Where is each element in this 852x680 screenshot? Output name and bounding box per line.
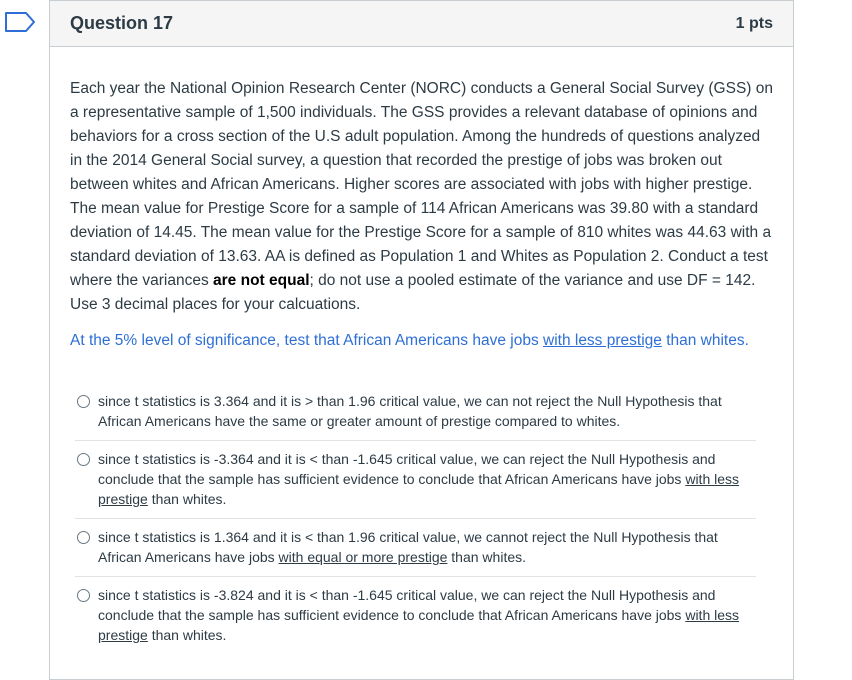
question-card [49,0,794,680]
answer-option-4[interactable] [75,576,756,654]
question-body [50,47,793,654]
answer-text-part-2: than whites. [447,549,527,565]
radio-button[interactable] [77,453,90,466]
answer-text-part-2: than whites. [147,627,227,643]
answer-text-underlined: with less prestige [98,471,740,507]
question-text-bold: are not equal [213,272,310,289]
answer-text[interactable] [98,391,756,431]
question-title: Question 17 [70,13,174,33]
answer-option-2[interactable] [75,440,756,518]
question-text-part-1: Each year the National Opinion Research Center (NORC) conducts a General Social Survey (GSS) on a representative sample of 1,500 individuals. The GSS provides a relevant database of opinions and behaviors for a cross section of the U.S adult population. Among the hundreds of questions analyzed in the 2014 General Social survey, a question that recorded the prestige of jobs was broken out between whites and African Americans. Higher scores are associated with jobs with higher prestige. The mean value for Prestige Score for a sample of 114 African Americans was 39.80 with a standard deviation of 14.45. The mean value for the Prestige Score for a sample of 810 whites was 44.63 with a standard deviation of 13.63. AA is defined as Population 1 and Whites as Population 2. Conduct a test where the variances [70,80,773,289]
answer-text-part-1: since t statistics is -3.824 and it is < than -1.645 critical value, we can reject the Null Hypothesis and conclude that the sample has sufficient evidence to conclude that African Americans have jobs [98,587,716,623]
answer-text-part-1: since t statistics is 1.364 and it is < than 1.96 critical value, we cannot reject the Null Hypothesis that African Americans have jobs [98,529,718,565]
answer-option-1[interactable] [75,383,756,440]
answer-text-underlined: with less prestige [98,607,740,643]
answer-text-part-1: since t statistics is -3.364 and it is < than -1.645 critical value, we can reject the Null Hypothesis and conclude that the sample has sufficient evidence to conclude that African Americans have jobs [98,451,716,487]
flag-bookmark-icon[interactable] [4,11,36,33]
question-points: 1 pts [735,14,773,32]
answer-text-underlined: with equal or more prestige [278,549,448,565]
question-text [70,77,773,317]
answer-text-part-2: than whites. [147,491,227,507]
radio-button[interactable] [77,589,90,602]
answer-option-3[interactable] [75,518,756,576]
question-prompt-part-1: At the 5% level of significance, test that African Americans have jobs [70,332,543,349]
question-prompt-underlined: with less prestige [543,332,662,349]
question-prompt [70,329,773,353]
answer-text[interactable] [98,527,756,567]
answer-text[interactable] [98,585,756,645]
radio-button[interactable] [77,531,90,544]
question-header [50,1,793,47]
answer-text-part-1: since t statistics is 3.364 and it is > than 1.96 critical value, we can not reject the Null Hypothesis that African Americans have the same or greater amount of prestige compared to whites. [98,393,722,429]
question-text-part-2: ; do not use a pooled estimate of the variance and use DF = 142. Use 3 decimal places for your calcuations. [70,272,756,313]
answer-list [75,383,756,654]
question-prompt-part-2: than whites. [661,332,749,349]
radio-button[interactable] [77,395,90,408]
answer-text[interactable] [98,449,756,509]
